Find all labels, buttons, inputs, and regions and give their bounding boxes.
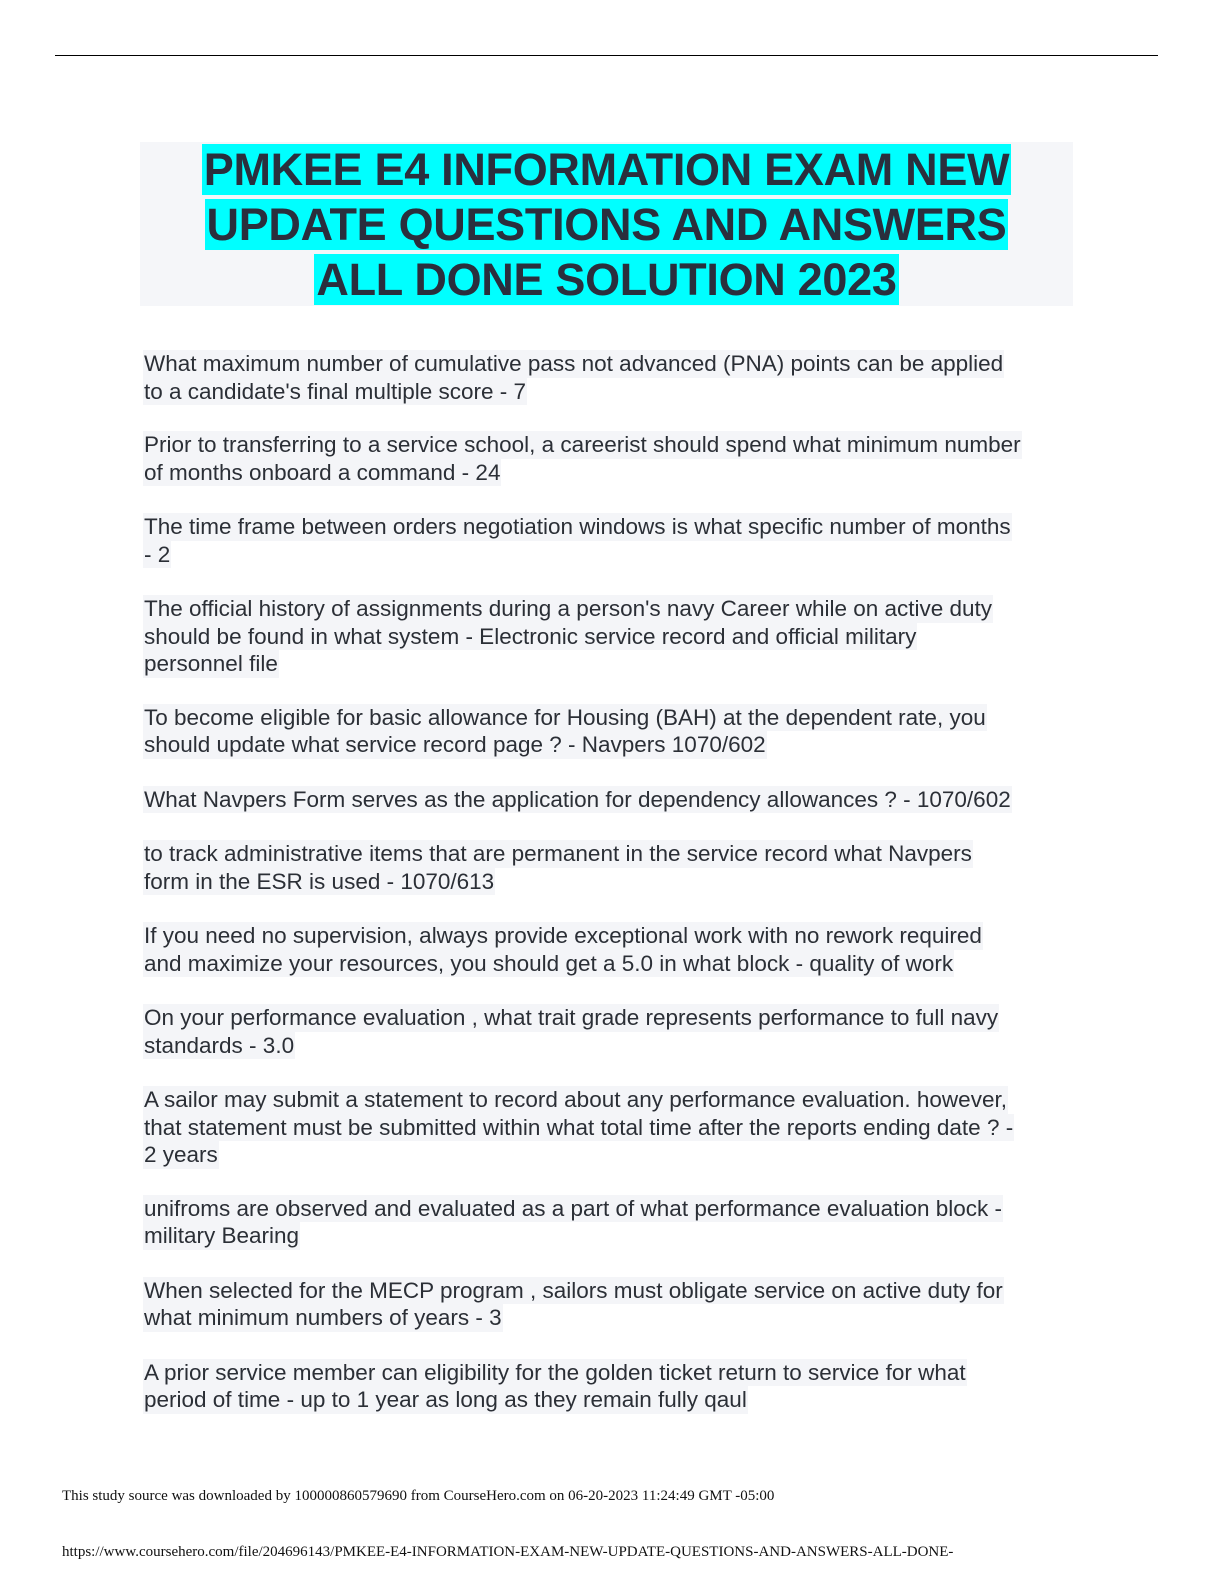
qa-item: [143, 1359, 1078, 1414]
qa-line: standards - 3.0: [144, 1032, 295, 1058]
qa-line: When selected for the MECP program , sailors must obligate service on active duty for: [144, 1277, 1003, 1303]
qa-line: On your performance evaluation , what trait grade represents performance to full navy: [144, 1005, 999, 1030]
qa-line: A prior service member can eligibility for the golden ticket return to service for what: [144, 1359, 966, 1385]
qa-line: form in the ESR is used - 1070/613: [144, 868, 495, 894]
qa-item: [143, 1086, 1078, 1169]
qa-item: [143, 1004, 1078, 1059]
qa-line: What Navpers Form serves as the application for dependency allowances ? - 1070/602: [144, 786, 1011, 812]
qa-line: If you need no supervision, always provide exceptional work with no rework required: [144, 923, 982, 948]
qa-item: [143, 1195, 1078, 1250]
qa-item: [143, 350, 1078, 405]
title-line: PMKEE E4 INFORMATION EXAM NEW: [203, 144, 1010, 195]
qa-line: that statement must be submitted within what total time after the reports ending date ? -: [144, 1114, 1014, 1140]
question-answer-list: [143, 350, 1078, 1414]
top-divider: [55, 55, 1158, 56]
qa-line: what minimum numbers of years - 3: [144, 1305, 502, 1330]
qa-line: Prior to transferring to a service school, a careerist should spend what minimum number: [144, 432, 1021, 457]
qa-line: personnel file: [144, 651, 278, 676]
qa-line: unifroms are observed and evaluated as a part of what performance evaluation block -: [144, 1195, 1002, 1221]
qa-item: [143, 840, 1078, 895]
qa-line: military Bearing: [144, 1223, 300, 1248]
qa-line: period of time - up to 1 year as long as they remain fully qaul: [144, 1387, 747, 1412]
qa-item: [143, 786, 1078, 814]
qa-item: [143, 922, 1078, 977]
document-title: [140, 142, 1073, 306]
qa-line: A sailor may submit a statement to record about any performance evaluation. however,: [144, 1087, 1007, 1112]
title-line: ALL DONE SOLUTION 2023: [316, 254, 897, 305]
qa-line: - 2: [144, 541, 171, 567]
qa-line: The time frame between orders negotiation windows is what specific number of months: [144, 514, 1011, 539]
qa-item: [143, 513, 1078, 568]
source-url: https://www.coursehero.com/file/204696143/PMKEE-E4-INFORMATION-EXAM-NEW-UPDATE-QUESTIONS-AND-ANSWERS-ALL-DONE-: [62, 1544, 954, 1560]
qa-line: to a candidate's final multiple score - 7: [144, 378, 526, 404]
qa-line: What maximum number of cumulative pass not advanced (PNA) points can be applied: [144, 351, 1004, 376]
qa-line: should update what service record page ? - Navpers 1070/602: [144, 732, 766, 757]
title-line: UPDATE QUESTIONS AND ANSWERS: [206, 199, 1007, 250]
qa-item: [143, 595, 1078, 678]
qa-line: should be found in what system - Electronic service record and official military: [144, 623, 917, 649]
qa-line: 2 years: [144, 1142, 218, 1167]
qa-line: of months onboard a command - 24: [144, 459, 501, 485]
qa-line: To become eligible for basic allowance for Housing (BAH) at the dependent rate, you: [144, 704, 986, 730]
qa-line: The official history of assignments during a person's navy Career while on active duty: [144, 596, 993, 621]
download-source-note: This study source was downloaded by 100000860579690 from CourseHero.com on 06-20-2023 11:24:49 GMT -05:00: [62, 1488, 775, 1504]
qa-item: [143, 1277, 1078, 1332]
qa-item: [143, 704, 1078, 759]
qa-line: and maximize your resources, you should get a 5.0 in what block - quality of work: [144, 950, 954, 976]
qa-line: to track administrative items that are permanent in the service record what Navpers: [144, 841, 972, 866]
qa-item: [143, 431, 1078, 486]
